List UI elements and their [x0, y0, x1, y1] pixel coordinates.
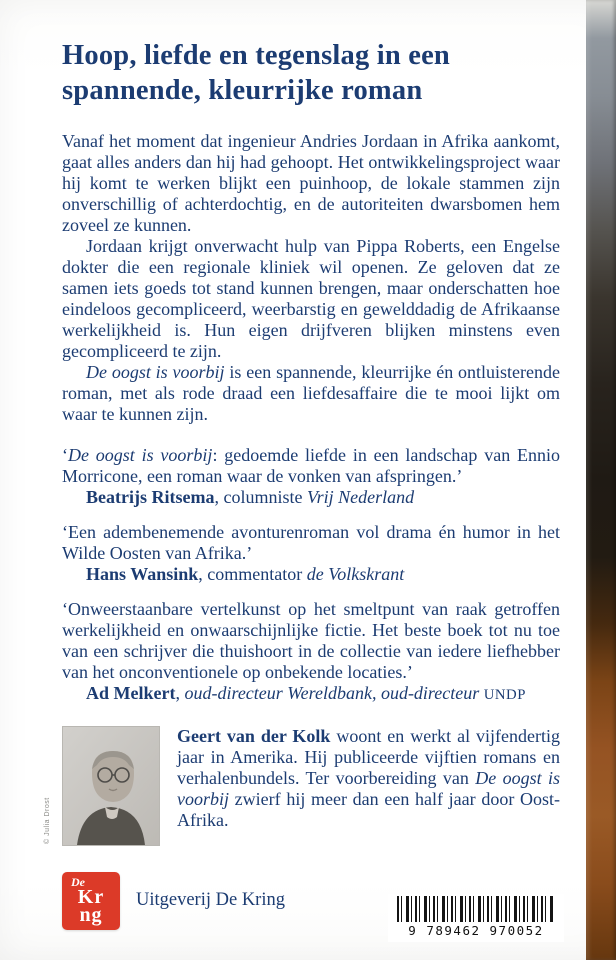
- photo-credit: © Julia Drost: [44, 796, 51, 844]
- review-quote-2: [62, 522, 560, 585]
- quote-text: ‘De oogst is voorbij: gedoemde liefde in een landschap van Ennio Morricone, een roman waar de vonken van afspringen.’: [62, 444, 560, 486]
- author-portrait-image: [62, 726, 160, 846]
- logo-letter-kr: Kr: [77, 885, 105, 908]
- back-cover-content: [44, 0, 561, 930]
- synopsis-paragraph-1: Vanaf het moment dat ingenieur Andries Jordaan in Afrika aankomt, gaat alles anders dan hij had gehoopt. Het ontwikkelingsproject waar hij komt te werken blijkt een puinhoop, de lokale stammen zijn onverschillig of achterdochtig, en de autoriteiten dwarsbomen hem zoveel ze kunnen.: [62, 130, 560, 235]
- quote-attribution: Beatrijs Ritsema, columniste Vrij Nederland: [86, 486, 415, 507]
- author-bio-section: [44, 725, 561, 846]
- author-photo: [44, 726, 160, 846]
- review-quote-1: [62, 445, 560, 508]
- logo-letter-ng: ng: [79, 904, 103, 927]
- review-quote-3: [62, 599, 560, 706]
- author-bio-text: Geert van der Kolk woont en werkt al vijfendertig jaar in Amerika. Hij publiceerde vijftien romans en verhalenbundels. Ter voorbereiding van De oogst is voorbij zwierf hij meer dan een half jaar door Oost-Afrika.: [177, 725, 561, 830]
- synopsis-paragraph-3: De oogst is voorbij is een spannende, kleurrijke én ontluisterende roman, met als rode draad een liefdesaffaire die te mooi lijkt om waar te kunnen zijn.: [62, 361, 561, 424]
- barcode-bars: [397, 896, 555, 922]
- publisher-name: Uitgeverij De Kring: [136, 890, 285, 911]
- publisher-logo: [62, 872, 120, 930]
- cover-photo-strip: [586, 0, 616, 960]
- review-quotes: [62, 445, 560, 706]
- barcode: [388, 894, 564, 942]
- logo-letter-de: De: [71, 874, 85, 889]
- quote-attribution: Hans Wansink, commentator de Volkskrant: [86, 563, 405, 584]
- barcode-number: 9 789462 970052: [408, 923, 544, 938]
- quote-text: ‘Onweerstaanbare vertelkunst op het smeltpunt van raak getroffen werkelijkheid en onwaarschijnlijke fictie. Het beste boek tot nu toe van een schrijver die thuishoort in de collectie van iedere liefhebber van het onconventionele op onbekende locaties.’: [62, 598, 560, 682]
- synopsis-paragraph-2: Jordaan krijgt onverwacht hulp van Pippa Roberts, een Engelse dokter die een regionale kliniek wil openen. Ze geloven dat ze samen iets goeds tot stand kunnen brengen, maar onderschatten hoe eindeloos gecompliceerd, weerbarstig en gewelddadig de Afrikaanse werkelijkheid is. Hun eigen drijfveren blijken minstens even gecompliceerd te zijn.: [62, 235, 560, 361]
- page-title: Hoop, liefde en tegenslag in een spannende, kleurrijke roman: [62, 40, 450, 107]
- quote-attribution: Ad Melkert, oud-directeur Wereldbank, oud-directeur UNDP: [86, 682, 526, 703]
- quote-text: ‘Een adembenemende avonturenroman vol drama én humor in het Wilde Oosten van Afrika.’: [62, 521, 560, 563]
